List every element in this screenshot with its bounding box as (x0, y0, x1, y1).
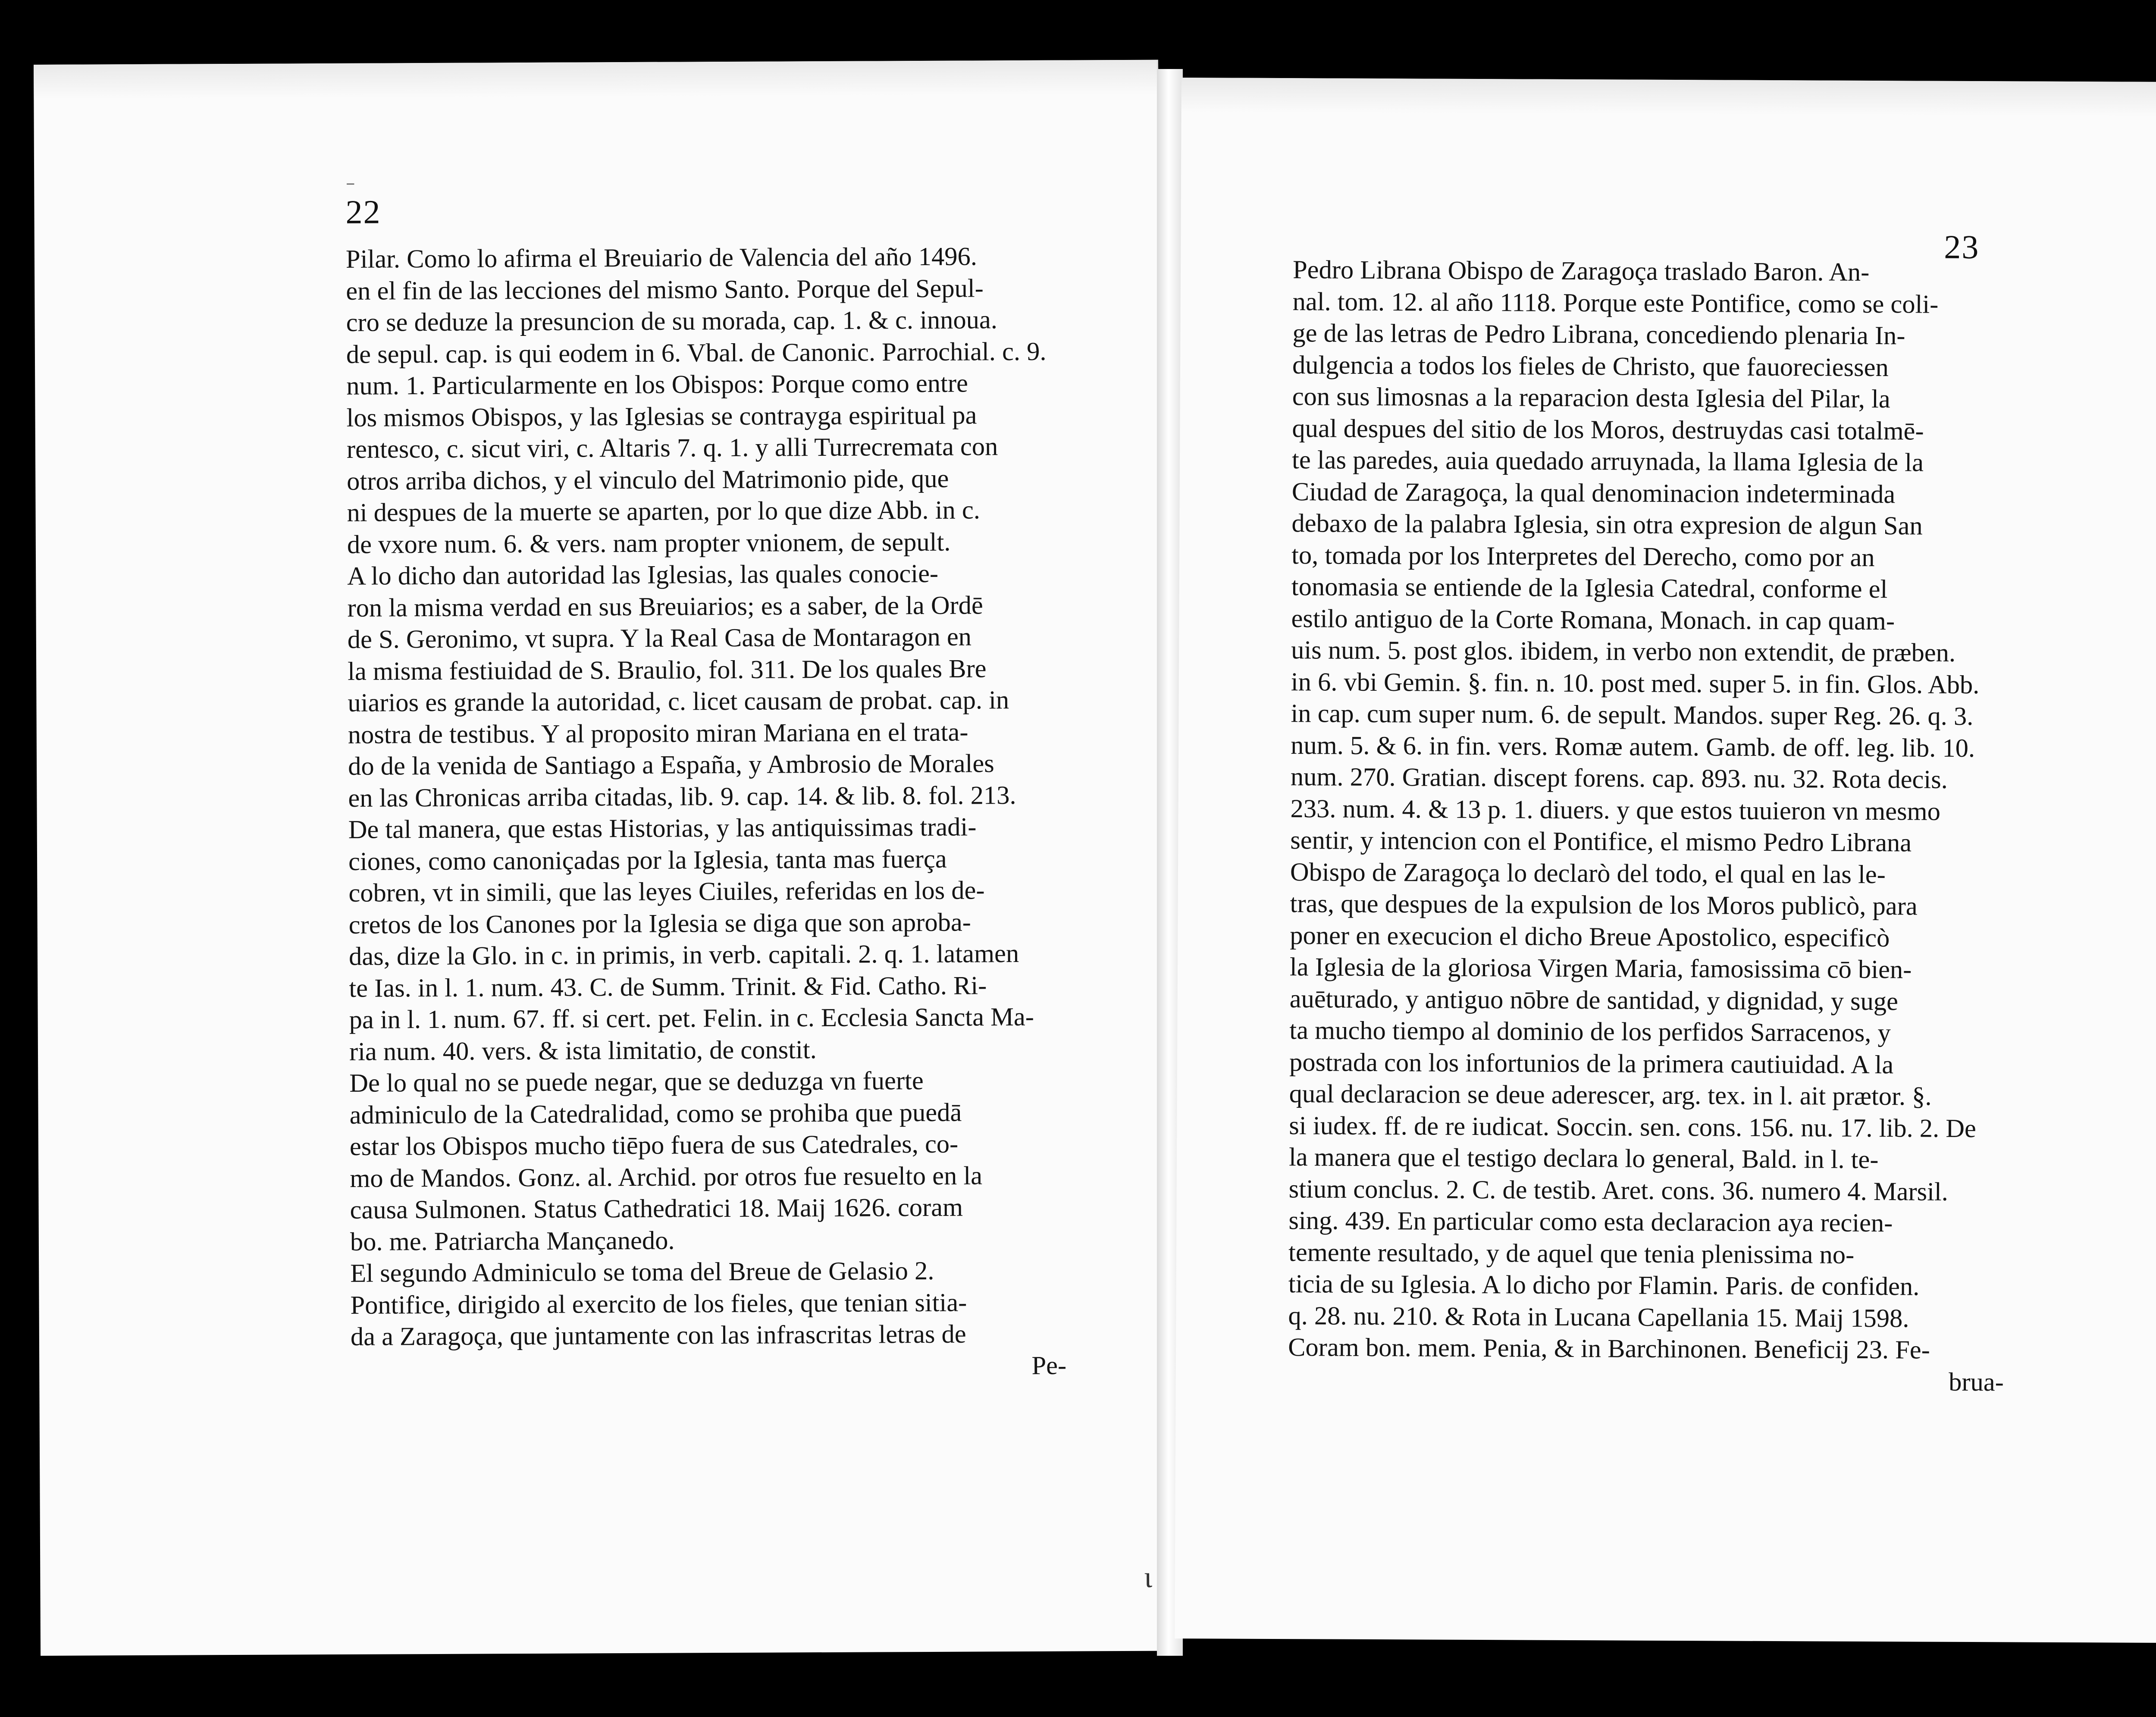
text-line: do de la venida de Santiago a España, y Ambrosio de Morales (348, 749, 994, 781)
text-line: la Iglesia de la gloriosa Virgen Maria, famosissima cō bien- (1289, 952, 1912, 984)
text-line: bo. me. Patriarcha Mançanedo. (350, 1226, 675, 1256)
text-line: Pontifice, dirigido al exercito de los fieles, que tenian sitia- (350, 1288, 967, 1320)
text-line: num. 5. & 6. in fin. vers. Romæ autem. Gamb. de off. leg. lib. 10. (1291, 730, 1975, 763)
text-line: Ciudad de Zaragoça, la qual denominacion indeterminada (1291, 477, 1896, 509)
text-line: la manera que el testigo declara lo general, Bald. in l. te- (1288, 1143, 1879, 1175)
text-line: ta mucho tiempo al dominio de los perfidos Sarracenos, y (1289, 1016, 1891, 1048)
page-mark: ⁻ (345, 176, 356, 198)
text-line: ni despues de la muerte se aparten, por lo que dize Abb. in c. (347, 495, 981, 527)
text-line: los mismos Obispos, y las Iglesias se contrayga espiritual pa (346, 400, 977, 432)
text-line: uiarios es grande la autoridad, c. licet causam de probat. cap. in (348, 686, 1009, 718)
text-line: 233. num. 4. & 13 p. 1. diuers. y que estos tuuieron vn mesmo (1290, 794, 1941, 826)
text-line: num. 1. Particularmente en los Obispos: Porque como entre (346, 369, 968, 401)
text-line: te las paredes, auia quedado arruynada, la llama Iglesia de la (1291, 445, 1924, 477)
text-line: da a Zaragoça, que juntamente con las infrascritas letras de (350, 1319, 966, 1351)
text-line: causa Sulmonen. Status Cathedratici 18. Maij 1626. coram (350, 1193, 963, 1225)
text-line: en las Chronicas arriba citadas, lib. 9. cap. 14. & lib. 8. fol. 213. (348, 780, 1016, 813)
text-line: El segundo Adminiculo se toma del Breue de Gelasio 2. (350, 1256, 934, 1288)
text-line: en el fin de las lecciones del mismo Santo. Porque del Sepul- (346, 273, 984, 306)
text-line: nostra de testibus. Y al proposito miran Mariana en el trata- (348, 718, 968, 749)
text-line: estilo antiguo de la Corte Romana, Monach. in cap quam- (1291, 604, 1895, 636)
page-top-edge (34, 60, 1157, 99)
text-line: in cap. cum super num. 6. de sepult. Mandos. super Reg. 26. q. 3. (1291, 699, 1974, 731)
text-line: ge de las letras de Pedro Librana, concediendo plenaria In- (1292, 319, 1905, 351)
text-line: postrada con los infortunios de la primera cautiuidad. A la (1289, 1047, 1894, 1079)
text-line: rentesco, c. sicut viri, c. Altaris 7. q. 1. y alli Turrecremata con (346, 432, 998, 464)
text-line: ria num. 40. vers. & ista limitatio, de constit. (349, 1035, 817, 1066)
margin-mark: ι (1144, 1560, 1153, 1594)
text-line: tonomasia se entiende de la Iglesia Catedral, conforme el (1291, 572, 1888, 604)
left-text-column (346, 241, 1067, 1385)
text-line: poner en execucion el dicho Breue Apostolico, especificò (1290, 921, 1890, 952)
text-line: q. 28. nu. 210. & Rota in Lucana Capellania 15. Maij 1598. (1288, 1301, 1909, 1333)
text-line: sing. 439. En particular como esta declaracion aya recien- (1288, 1206, 1893, 1238)
text-line: cro se deduze la presuncion de su morada, cap. 1. & c. innoua. (346, 305, 998, 337)
text-line: estar los Obispos mucho tiēpo fuera de sus Catedrales, co- (349, 1129, 959, 1161)
right-page (1175, 78, 2156, 1643)
text-line: De lo qual no se puede negar, que se deduzga vn fuerte (349, 1066, 924, 1098)
text-line: in 6. vbi Gemin. §. fin. n. 10. post med. super 5. in fin. Glos. Abb. (1291, 667, 1980, 699)
text-line: to, tomada por los Interpretes del Derecho, como por an (1291, 540, 1875, 572)
text-line: de S. Geronimo, vt supra. Y la Real Casa de Montaragon en (347, 622, 972, 654)
text-line: Pilar. Como lo afirma el Breuiario de Valencia del año 1496. (345, 242, 978, 274)
text-line: Coram bon. mem. Penia, & in Barchinonen. Beneficij 23. Fe- (1288, 1333, 1930, 1365)
text-line: mo de Mandos. Gonz. al. Archid. por otros fue resuelto en la (350, 1161, 983, 1193)
text-line: auēturado, y antiguo nōbre de santidad, y dignidad, y suge (1289, 984, 1899, 1016)
text-line: ron la misma verdad en sus Breuiarios; es a saber, de la Ordē (347, 590, 983, 623)
text-line: cobren, vt in simili, que las leyes Ciuiles, referidas en los de- (348, 876, 985, 908)
text-line: si iudex. ff. de re iudicat. Soccin. sen. cons. 156. nu. 17. lib. 2. De (1289, 1111, 1976, 1143)
text-line: tras, que despues de la expulsion de los Moros publicò, para (1290, 889, 1918, 921)
text-line: stium conclus. 2. C. de testib. Aret. cons. 36. numero 4. Marsil. (1288, 1174, 1949, 1206)
text-line: otros arriba dichos, y el vinculo del Matrimonio pide, que (347, 464, 949, 496)
page-top-edge (1181, 78, 2156, 117)
text-line: Pedro Librana Obispo de Zaragoça traslado Baron. An- (1292, 255, 1870, 287)
text-line: ciones, como canoniçadas por la Iglesia, tanta mas fuerça (348, 844, 947, 876)
text-line: de vxore num. 6. & vers. nam propter vnionem, de sepult. (347, 527, 951, 559)
text-line: con sus limosnas a la reparacion desta Iglesia del Pilar, la (1292, 382, 1890, 414)
right-text-column (1288, 254, 2009, 1398)
text-line: De tal manera, que estas Historias, y las antiquissimas tradi- (348, 812, 977, 844)
page-number: 23 (1944, 228, 1980, 266)
text-line: dulgencia a todos los fieles de Christo, que fauoreciessen (1292, 350, 1889, 382)
text-line: das, dize la Glo. in c. in primis, in verb. capitali. 2. q. 1. latamen (348, 939, 1019, 971)
text-line: cretos de los Canones por la Iglesia se diga que son aproba- (348, 908, 971, 940)
text-line: de sepul. cap. is qui eodem in 6. Vbal. de Canonic. Parrochial. c. 9. (346, 337, 1047, 369)
text-line: te Ias. in l. 1. num. 43. C. de Summ. Trinit. & Fid. Catho. Ri- (349, 971, 987, 1003)
text-line: ticia de su Iglesia. A lo dicho por Flamin. Paris. de confiden. (1288, 1269, 1920, 1301)
text-line: debaxo de la palabra Iglesia, sin otra expresion de algun San (1291, 509, 1923, 541)
text-line: Pe- (1031, 1351, 1067, 1380)
text-line: pa in l. 1. num. 67. ff. si cert. pet. Felin. in c. Ecclesia Sancta Ma- (349, 1002, 1034, 1034)
text-line: temente resultado, y de aquel que tenia plenissima no- (1288, 1238, 1855, 1269)
text-line: A lo dicho dan autoridad las Iglesias, las quales conocie- (347, 559, 939, 591)
left-page (34, 60, 1165, 1656)
text-line: qual declaracion se deue aderescer, arg. tex. in l. ait prætor. §. (1289, 1079, 1932, 1111)
text-line: adminiculo de la Catedralidad, como se prohiba que puedā (349, 1098, 962, 1130)
text-line: Obispo de Zaragoça lo declarò del todo, el qual en las le- (1290, 857, 1886, 889)
text-line: sentir, y intencion con el Pontifice, el mismo Pedro Librana (1290, 826, 1912, 858)
text-line: nal. tom. 12. al año 1118. Porque este Pontifice, como se coli- (1292, 287, 1939, 319)
text-line: uis num. 5. post glos. ibidem, in verbo non extendit, de præben. (1291, 636, 1956, 667)
text-line: qual despues del sitio de los Moros, destruydas casi totalmē- (1292, 414, 1924, 446)
text-line: la misma festiuidad de S. Braulio, fol. 311. De los quales Bre (347, 654, 987, 686)
text-line: num. 270. Gratian. discept forens. cap. 893. nu. 32. Rota decis. (1290, 762, 1948, 794)
text-line: brua- (1949, 1367, 2004, 1397)
page-number: 22 (345, 193, 381, 231)
